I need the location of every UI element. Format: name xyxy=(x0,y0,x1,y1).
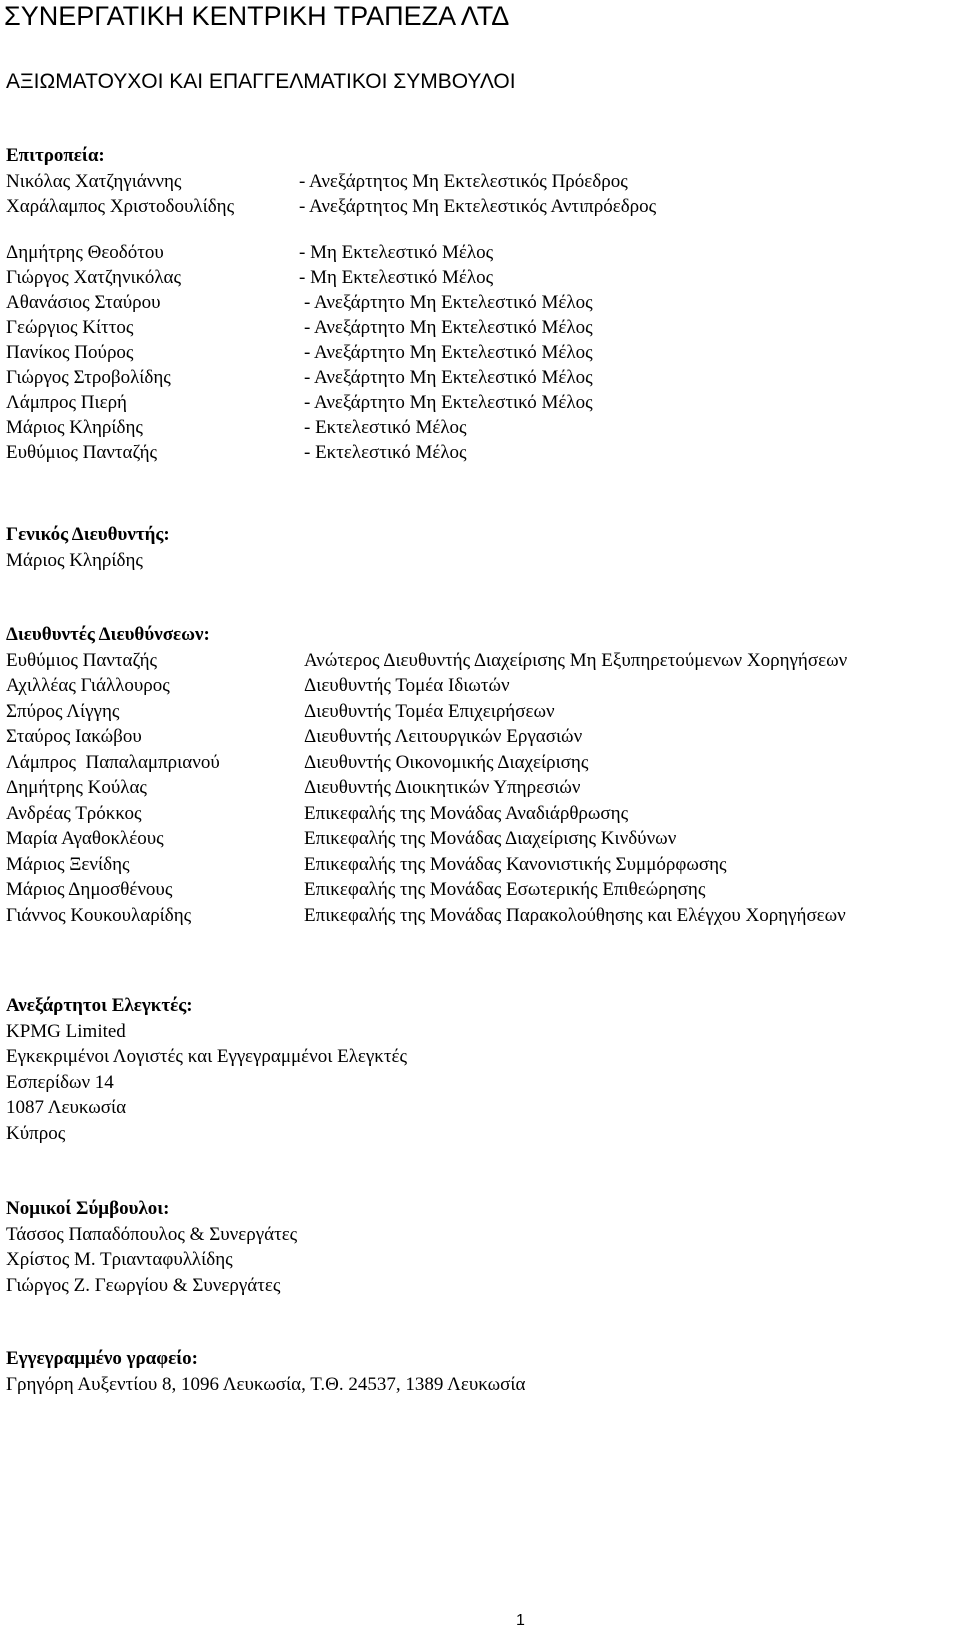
committee-heading: Επιτροπεία: xyxy=(6,145,105,166)
committee-member-row xyxy=(6,440,946,466)
auditor-line: KPMG Limited xyxy=(6,1020,126,1042)
director-role: Επικεφαλής της Μονάδας Κανονιστικής Συμμόρφωσης xyxy=(304,853,727,875)
legal-advisors-heading: Νομικοί Σύμβουλοι: xyxy=(6,1198,170,1219)
director-role: Επικεφαλής της Μονάδας Παρακολούθησης και Ελέγχου Χορηγήσεων xyxy=(304,904,846,926)
auditor-line: 1087 Λευκωσία xyxy=(6,1097,127,1118)
committee-member-row xyxy=(6,390,946,416)
director-row xyxy=(6,801,956,827)
committee-group-2 xyxy=(6,240,946,470)
director-role: Διευθυντής Διοικητικών Υπηρεσιών xyxy=(304,777,581,798)
director-role: Επικεφαλής της Μονάδας Διαχείρισης Κινδύνων xyxy=(304,828,677,849)
member-role: - Εκτελεστικό Μέλος xyxy=(304,416,467,438)
member-role: - Ανεξάρτητο Μη Εκτελεστικό Μέλος xyxy=(304,366,593,388)
member-name: Ευθύμιος Πανταζής xyxy=(6,441,158,463)
page-number: 1 xyxy=(516,1612,525,1629)
director-name: Αχιλλέας Γιάλλουρος xyxy=(6,675,170,696)
director-row xyxy=(6,750,956,776)
member-name: Γιώργος Χατζηνικόλας xyxy=(6,266,182,288)
director-row xyxy=(6,724,956,750)
committee-section xyxy=(6,143,946,463)
member-role: - Μη Εκτελεστικό Μέλος xyxy=(299,241,494,263)
general-manager-section xyxy=(6,522,170,573)
committee-member-row xyxy=(6,315,946,341)
auditor-line: Κύπρος xyxy=(6,1122,66,1144)
director-role: Ανώτερος Διευθυντής Διαχείρισης Μη Εξυπηρετούμενων Χορηγήσεων xyxy=(304,649,848,671)
committee-member-row xyxy=(6,194,946,220)
legal-advisor-line: Τάσσος Παπαδόπουλος & Συνεργάτες xyxy=(6,1223,298,1245)
member-role: - Ανεξάρτητο Μη Εκτελεστικό Μέλος xyxy=(304,341,593,363)
general-manager-name: Μάριος Κληρίδης xyxy=(6,549,143,571)
committee-member-row xyxy=(6,290,946,316)
director-row xyxy=(6,775,956,801)
member-name: Πανίκος Πούρος xyxy=(6,341,134,363)
member-role: - Ανεξάρτητος Μη Εκτελεστικός Πρόεδρος xyxy=(299,170,628,192)
committee-member-row xyxy=(6,169,946,195)
director-role: Διευθυντής Οικονομικής Διαχείρισης xyxy=(304,751,589,773)
legal-advisor-line: Χρίστος Μ. Τριανταφυλλίδης xyxy=(6,1249,233,1270)
director-row xyxy=(6,877,956,903)
member-role: - Ανεξάρτητο Μη Εκτελεστικό Μέλος xyxy=(304,316,593,338)
auditors-heading: Ανεξάρτητοι Ελεγκτές: xyxy=(6,995,193,1016)
committee-member-row xyxy=(6,265,946,291)
member-name: Δημήτρης Θεοδότου xyxy=(6,241,164,263)
legal-advisor-line: Γιώργος Ζ. Γεωργίου & Συνεργάτες xyxy=(6,1274,281,1296)
director-role: Επικεφαλής της Μονάδας Αναδιάρθρωσης xyxy=(304,802,629,824)
director-name: Μαρία Αγαθοκλέους xyxy=(6,828,164,849)
member-role: - Ανεξάρτητο Μη Εκτελεστικό Μέλος xyxy=(304,391,593,413)
committee-member-row xyxy=(6,240,946,266)
director-row xyxy=(6,903,956,929)
registered-office-address: Γρηγόρη Αυξεντίου 8, 1096 Λευκωσία, Τ.Θ. 24537, 1389 Λευκωσία xyxy=(6,1373,526,1395)
director-name: Λάμπρος Παπαλαμπριανού xyxy=(6,751,220,773)
directors-heading: Διευθυντές Διευθύνσεων: xyxy=(6,624,210,645)
committee-group-1 xyxy=(6,169,946,220)
member-name: Χαράλαμπος Χριστοδουλίδης xyxy=(6,196,235,217)
director-row xyxy=(6,673,956,699)
committee-member-row xyxy=(6,365,946,391)
director-name: Σταύρος Ιακώβου xyxy=(6,726,142,747)
director-name: Δημήτρης Κούλας xyxy=(6,777,147,798)
director-name: Ευθύμιος Πανταζής xyxy=(6,649,158,671)
director-name: Γιάννος Κουκουλαρίδης xyxy=(6,904,192,926)
director-role: Διευθυντής Τομέα Ιδιωτών xyxy=(304,675,510,696)
document-title: ΣΥΝΕΡΓΑΤΙΚΗ ΚΕΝΤΡΙΚΗ ΤΡΑΠΕΖΑ ΛΤΔ xyxy=(4,1,510,31)
director-role: Επικεφαλής της Μονάδας Εσωτερικής Επιθεώρησης xyxy=(304,879,706,900)
member-role: - Εκτελεστικό Μέλος xyxy=(304,441,467,463)
director-row xyxy=(6,648,956,674)
member-role: - Ανεξάρτητος Μη Εκτελεστικός Αντιπρόεδρος xyxy=(299,196,657,217)
director-name: Μάριος Δημοσθένους xyxy=(6,879,173,900)
registered-office-section xyxy=(6,1346,526,1397)
auditor-line: Εγκεκριμένοι Λογιστές και Εγγεγραμμένοι Ελεγκτές xyxy=(6,1046,408,1067)
document-subtitle: ΑΞΙΩΜΑΤΟΥΧΟΙ ΚΑΙ ΕΠΑΓΓΕΛΜΑΤΙΚΟΙ ΣΥΜΒΟΥΛΟΙ xyxy=(6,70,516,93)
director-row xyxy=(6,852,956,878)
director-name: Μάριος Ξενίδης xyxy=(6,853,130,875)
registered-office-heading: Εγγεγραμμένο γραφείο: xyxy=(6,1348,198,1369)
member-role: - Ανεξάρτητο Μη Εκτελεστικό Μέλος xyxy=(304,291,593,313)
legal-advisors-section xyxy=(6,1196,297,1298)
committee-member-row xyxy=(6,340,946,366)
director-role: Διευθυντής Τομέα Επιχειρήσεων xyxy=(304,700,555,722)
member-name: Γεώργιος Κίττος xyxy=(6,316,134,338)
directors-section xyxy=(6,622,956,937)
auditor-line: Εσπερίδων 14 xyxy=(6,1071,114,1093)
director-name: Σπύρος Λίγγης xyxy=(6,700,120,722)
auditors-section xyxy=(6,993,407,1146)
member-name: Λάμπρος Πιερή xyxy=(6,391,127,413)
committee-member-row xyxy=(6,415,946,441)
member-name: Μάριος Κληρίδης xyxy=(6,416,143,438)
director-role: Διευθυντής Λειτουργικών Εργασιών xyxy=(304,726,583,747)
general-manager-heading: Γενικός Διευθυντής: xyxy=(6,524,170,545)
director-name: Ανδρέας Τρόκκος xyxy=(6,802,142,824)
member-name: Αθανάσιος Σταύρου xyxy=(6,291,161,313)
member-name: Νικόλας Χατζηγιάννης xyxy=(6,170,182,192)
director-row xyxy=(6,699,956,725)
directors-table xyxy=(6,648,956,933)
member-role: - Μη Εκτελεστικό Μέλος xyxy=(299,266,494,288)
member-name: Γιώργος Στροβολίδης xyxy=(6,366,171,388)
director-row xyxy=(6,826,956,852)
